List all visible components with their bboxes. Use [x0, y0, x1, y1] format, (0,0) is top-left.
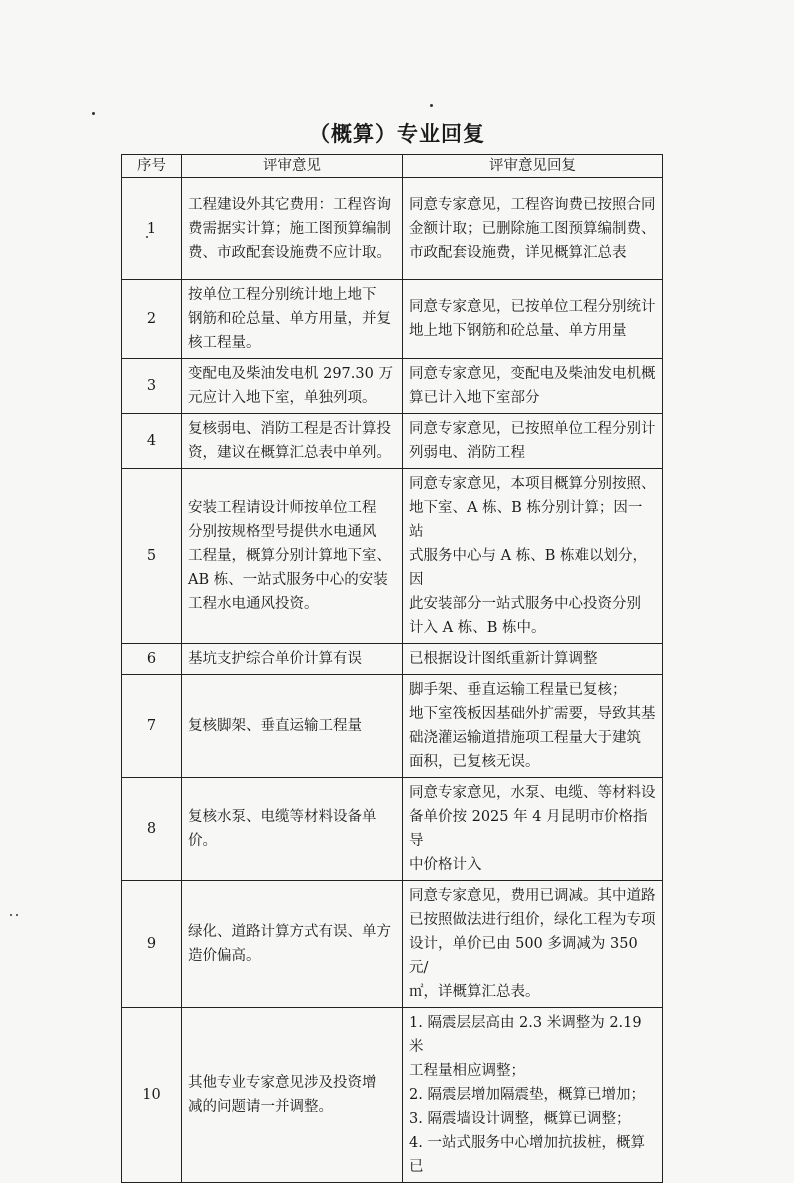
reply-line: 面积，已复核无误。: [409, 754, 540, 770]
reply-line: 同意专家意见，水泵、电缆、等材料设: [409, 785, 656, 801]
reply-line: 同意专家意见，费用已调减。其中道路: [409, 888, 656, 904]
review-opinion-cell: [182, 644, 403, 675]
reply-line: 2. 隔震层增加隔震垫，概算已增加；: [409, 1087, 645, 1103]
table-row: [122, 644, 663, 675]
review-table: [121, 154, 663, 1183]
reply-line: 算已计入地下室部分: [409, 390, 540, 406]
reply-line: 地下室筏板因基础外扩需要，导致其基: [409, 706, 656, 722]
opinion-line: 变配电及柴油发电机 297.30 万: [188, 366, 393, 382]
reply-line: 同意专家意见，已按单位工程分别统计: [409, 299, 656, 315]
opinion-line: 按单位工程分别统计地上地下: [188, 287, 377, 303]
reply-line: 同意专家意见，已按照单位工程分别计: [409, 421, 656, 437]
review-reply-cell: [403, 414, 663, 469]
review-opinion-cell: [182, 178, 403, 280]
opinion-line: 核工程量。: [188, 335, 261, 351]
opinion-line: 减的问题请一并调整。: [188, 1099, 333, 1115]
row-number: 2: [122, 280, 182, 359]
row-number: 5: [122, 469, 182, 644]
page-title: （概算）专业回复: [309, 121, 485, 146]
opinion-line: 价。: [188, 833, 217, 849]
reply-line: 地下室、A 栋、B 栋分别计算；因一站: [409, 500, 643, 540]
review-reply-cell: [403, 881, 663, 1008]
review-reply-cell: [403, 675, 663, 778]
opinion-line: 费需据实计算；施工图预算编制: [188, 220, 391, 237]
opinion-line: 工程水电通风投资。: [188, 596, 319, 612]
scan-speck: [16, 914, 18, 916]
table-row: [122, 178, 663, 280]
scan-speck: [430, 104, 433, 107]
review-opinion-cell: [182, 675, 403, 778]
opinion-line: 分别按规格型号提供水电通风: [188, 524, 377, 540]
review-reply-cell: [403, 778, 663, 881]
review-reply-cell: [403, 644, 663, 675]
reply-line: 同意专家意见，变配电及柴油发电机概: [409, 366, 656, 382]
reply-line: 市政配套设施费，详见概算汇总表: [409, 244, 627, 261]
review-reply-cell: [403, 280, 663, 359]
reply-line: 同意专家意见，工程咨询费已按照合同: [409, 196, 656, 213]
review-opinion-cell: [182, 469, 403, 644]
table-body: [122, 178, 663, 1183]
opinion-line: 复核弱电、消防工程是否计算投: [188, 421, 391, 437]
header-no: 序号: [122, 155, 182, 178]
table-row: [122, 881, 663, 1008]
opinion-line: 工程量，概算分别计算地下室、: [188, 548, 391, 564]
table-row: [122, 1008, 663, 1183]
row-number: 7: [122, 675, 182, 778]
reply-line: 3. 隔震墙设计调整，概算已调整；: [409, 1111, 631, 1127]
row-number: 6: [122, 644, 182, 675]
reply-line: 已按照做法进行组价，绿化工程为专项: [409, 912, 656, 928]
reply-line: 金额计取；已删除施工图预算编制费、: [409, 220, 656, 237]
reply-line: 式服务中心与 A 栋、B 栋难以划分，因: [409, 548, 647, 588]
reply-line: 已根据设计图纸重新计算调整: [409, 651, 598, 667]
row-number: 4: [122, 414, 182, 469]
opinion-line: 复核脚架、垂直运输工程量: [188, 718, 362, 734]
scan-speck: [10, 914, 12, 916]
reply-line: 4. 一站式服务中心增加抗拔桩，概算已: [409, 1135, 645, 1175]
table-header-row: [122, 155, 663, 178]
opinion-line: 费、市政配套设施费不应计取。: [188, 244, 391, 261]
row-number: 1: [122, 178, 182, 280]
reply-line: 此安装部分一站式服务中心投资分别: [409, 596, 641, 612]
review-opinion-cell: [182, 1008, 403, 1183]
table-row: [122, 469, 663, 644]
reply-line: 计入 A 栋、B 栋中。: [409, 620, 546, 636]
opinion-line: 其他专业专家意见涉及投资增: [188, 1075, 377, 1091]
opinion-line: 元应计入地下室，单独列项。: [188, 390, 377, 406]
review-reply-cell: [403, 178, 663, 280]
opinion-line: 钢筋和砼总量、单方用量，并复: [188, 311, 391, 327]
reply-line: ㎡，详概算汇总表。: [409, 984, 540, 1000]
review-reply-cell: [403, 1008, 663, 1183]
reply-line: 础浇灌运输道措施项工程量大于建筑: [409, 730, 641, 746]
reply-line: 脚手架、垂直运输工程量已复核；: [409, 682, 627, 698]
reply-line: 中价格计入: [409, 857, 482, 873]
table-row: [122, 414, 663, 469]
scan-speck: [92, 112, 95, 115]
reply-line: 备单价按 2025 年 4 月昆明市价格指导: [409, 809, 648, 849]
reply-line: 工程量相应调整；: [409, 1063, 525, 1079]
header-reply: 评审意见回复: [403, 155, 663, 178]
row-number: 8: [122, 778, 182, 881]
reply-line: 设计，单价已由 500 多调减为 350 元/: [409, 936, 638, 976]
review-opinion-cell: [182, 881, 403, 1008]
table-row: [122, 675, 663, 778]
review-opinion-cell: [182, 414, 403, 469]
review-opinion-cell: [182, 280, 403, 359]
reply-line: 同意专家意见，本项目概算分别按照、: [409, 476, 656, 492]
table-row: [122, 778, 663, 881]
review-reply-cell: [403, 359, 663, 414]
opinion-line: 绿化、道路计算方式有误、单方: [188, 924, 391, 940]
review-reply-cell: [403, 469, 663, 644]
table-row: [122, 359, 663, 414]
row-number: 3: [122, 359, 182, 414]
review-opinion-cell: [182, 778, 403, 881]
opinion-line: 安装工程请设计师按单位工程: [188, 500, 377, 516]
header-opinion: 评审意见: [182, 155, 403, 178]
reply-line: 列弱电、消防工程: [409, 445, 525, 461]
row-number: 10: [122, 1008, 182, 1183]
opinion-line: 复核水泵、电缆等材料设备单: [188, 809, 377, 825]
table-row: [122, 280, 663, 359]
opinion-line: 资，建议在概算汇总表中单列。: [188, 445, 391, 461]
opinion-line: AB 栋、一站式服务中心的安装: [188, 572, 388, 588]
opinion-line: 造价偏高。: [188, 948, 261, 964]
review-opinion-cell: [182, 359, 403, 414]
reply-line: 地上地下钢筋和砼总量、单方用量: [409, 323, 627, 339]
opinion-line: 工程建设外其它费用：工程咨询: [188, 196, 391, 213]
reply-line: 1. 隔震层层高由 2.3 米调整为 2.19 米: [409, 1015, 642, 1055]
opinion-line: 基坑支护综合单价计算有误: [188, 651, 362, 667]
row-number: 9: [122, 881, 182, 1008]
